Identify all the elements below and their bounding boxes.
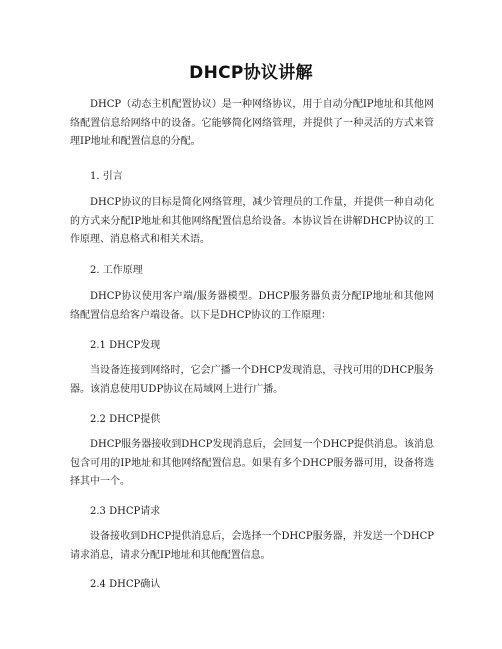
section-body-request: 设备接收到DHCP提供消息后，会选择一个DHCP服务器，并发送一个DHCP请求消息，请求分配IP地址和其他配置信息。: [70, 531, 434, 561]
section-heading-offer: 2.2 DHCP提供: [90, 414, 161, 425]
section-heading-discover: 2.1 DHCP发现: [90, 340, 161, 351]
section-body-principle: DHCP协议使用客户端/服务器模型。DHCP服务器负责分配IP地址和其他网络配置信息给客户端设备。以下是DHCP协议的工作原理：: [70, 291, 434, 321]
section-heading-intro: 1. 引言: [90, 171, 123, 182]
section-heading-ack: 2.4 DHCP确认: [90, 579, 161, 590]
intro-paragraph: DHCP（动态主机配置协议）是一种网络协议，用于自动分配IP地址和其他网络配置信息给网络中的设备。它能够简化网络管理，并提供了一种灵活的方式来管理IP地址和配置信息的分配。: [70, 99, 434, 147]
section-heading-principle: 2. 工作原理: [90, 265, 143, 276]
section-body-discover: 当设备连接到网络时，它会广播一个DHCP发现消息，寻找可用的DHCP服务器。该消息使用UDP协议在局域网上进行广播。: [70, 365, 434, 395]
document-title: DHCP协议讲解: [189, 63, 313, 83]
section-body-offer: DHCP服务器接收到DHCP发现消息后，会回复一个DHCP提供消息。该消息包含可用的IP地址和其他网络配置信息。如果有多个DHCP服务器可用，设备将选择其中一个。: [70, 439, 434, 487]
section-heading-request: 2.3 DHCP请求: [90, 506, 161, 517]
section-body-intro: DHCP协议的目标是简化网络管理，减少管理员的工作量，并提供一种自动化的方式来分配IP地址和其他网络配置信息给设备。本协议旨在讲解DHCP协议的工作原理、消息格式和相关术语。: [70, 197, 434, 245]
